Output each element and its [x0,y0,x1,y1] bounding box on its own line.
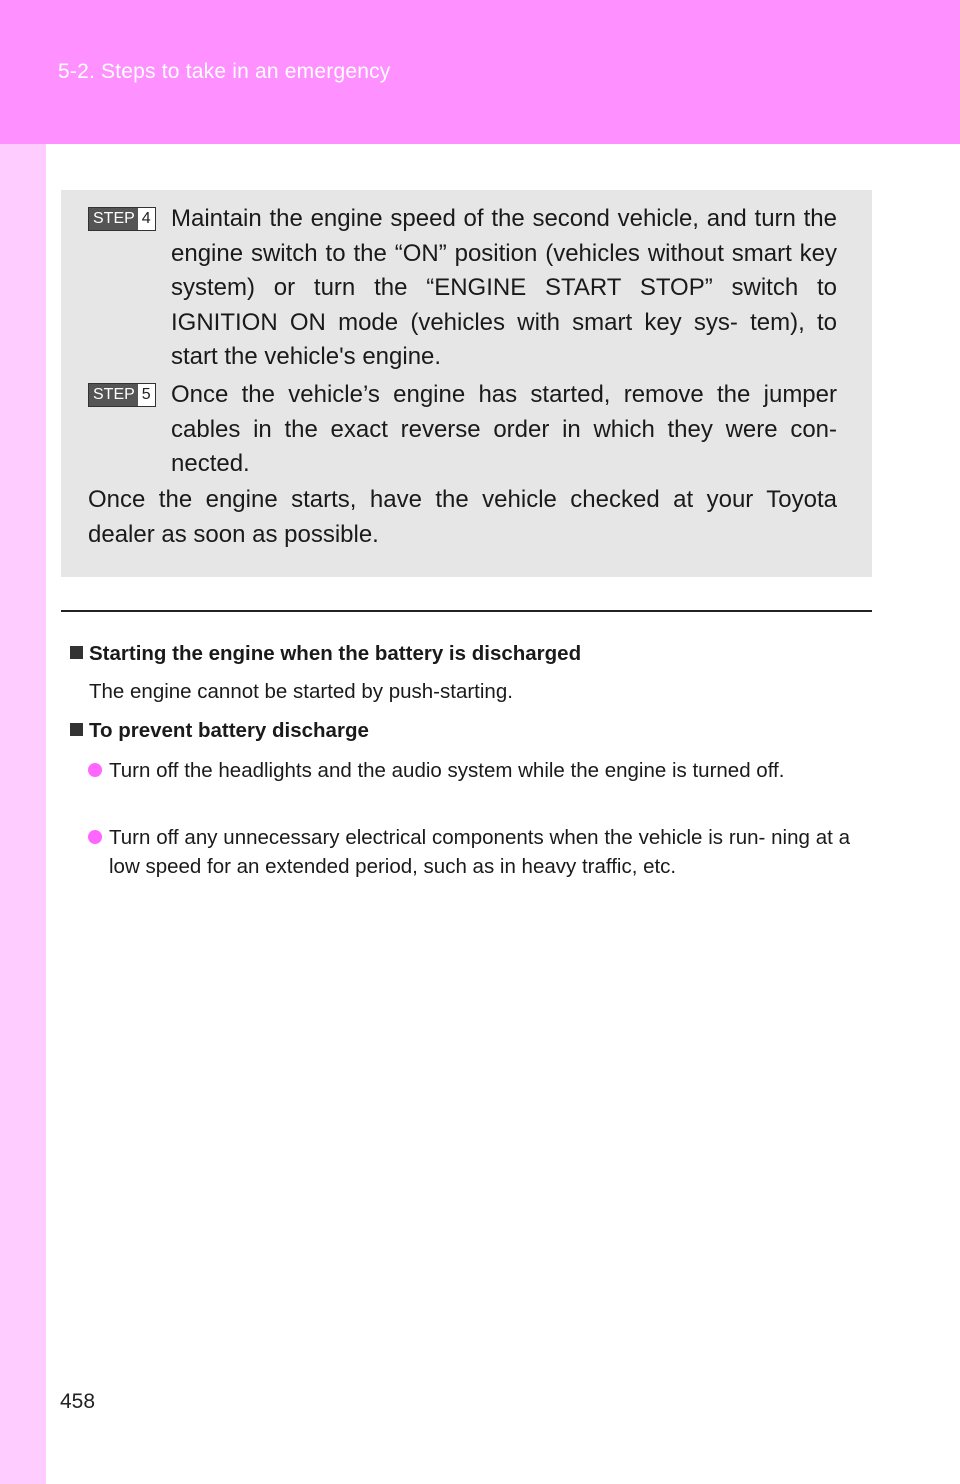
step-text: Maintain the engine speed of the second vehicle, and turn the engine switch to the “ON” position (vehicles without smart key system) or turn the “ENGINE START STOP” switch to IGNITION ON mode (vehicles with smart key sys- tem), to start the vehicle's engine. [171,205,837,370]
step-badge-word: STEP [89,208,138,230]
box-note: Once the engine starts, have the vehicle checked at your Toyota dealer as soon as possible. [88,486,837,548]
note-title [70,642,581,666]
step-badge-word: STEP [89,384,138,406]
section-title: 5-2. Steps to take in an emergency [58,60,391,83]
note-title-text: Starting the engine when the battery is discharged [89,642,582,665]
step-badge [88,383,156,407]
list-item-text: Turn off the headlights and the audio system while the engine is turned off. [109,759,785,782]
square-bullet-icon [70,646,83,659]
step-badge-number: 4 [138,208,155,230]
circle-bullet-icon [88,830,102,844]
note-body: The engine cannot be started by push-starting. [89,680,513,703]
step-badge [88,207,156,231]
step-text: Once the vehicle’s engine has started, remove the jumper cables in the exact reverse order in which they were con- nected. [171,381,837,477]
divider [61,610,872,612]
step-badge-number: 5 [138,384,155,406]
note-title-text: To prevent battery discharge [89,719,369,742]
circle-bullet-icon [88,763,102,777]
list-item [88,823,850,881]
square-bullet-icon [70,723,83,736]
list-item-text: Turn off any unnecessary electrical components when the vehicle is run- ning at a low speed for an extended period, such as in heavy traffic, etc. [109,826,850,878]
side-strip [0,144,46,1484]
list-item [88,756,850,785]
note-title [70,719,369,743]
page-number: 458 [60,1390,96,1413]
page-header [0,0,960,144]
